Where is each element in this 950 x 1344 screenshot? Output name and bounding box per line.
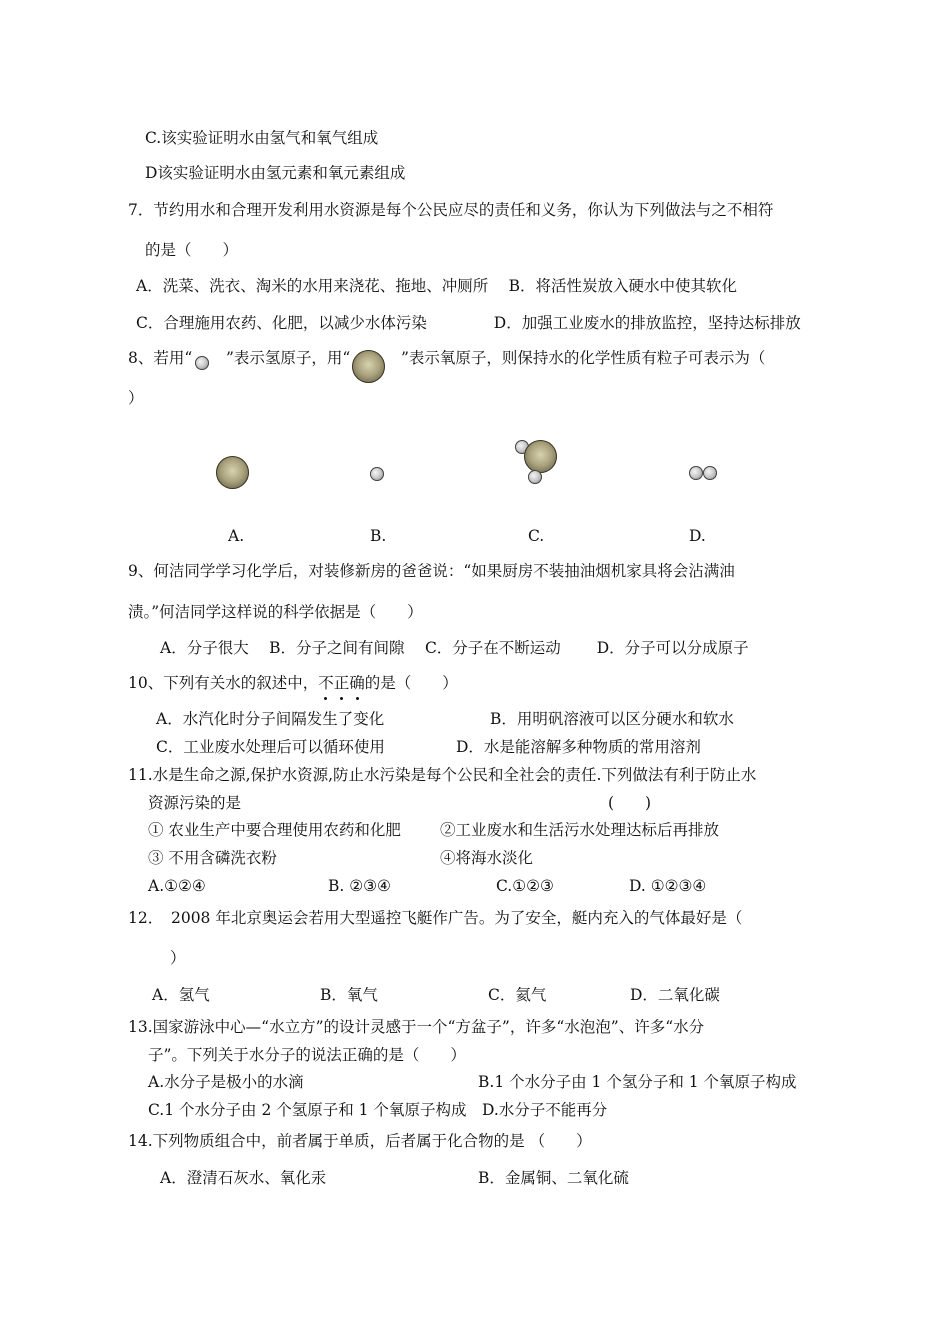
question-11-option-c: C.①②③ bbox=[496, 877, 554, 895]
question-10-stem-pre: 10、下列有关水的叙述中， bbox=[128, 674, 319, 692]
question-7-stem-cont: 的是（ ） bbox=[145, 241, 239, 259]
option-d-label: D. bbox=[689, 527, 706, 545]
question-9-stem: 9、何洁同学学习化学后，对装修新房的爸爸说：“如果厨房不装抽油烟机家具将会沾满油 bbox=[128, 562, 735, 580]
option-c-hydrogen-atom-2-icon bbox=[528, 470, 542, 484]
question-13-stem: 13.国家游泳中心—“水立方”的设计灵感于一个“方盆子”，许多“水泡泡”、许多“水分 bbox=[128, 1018, 705, 1036]
question-11-option-b: B. ②③④ bbox=[328, 877, 391, 895]
question-13-option-c: C.1 个水分子由 2 个氢原子和 1 个氧原子构成 bbox=[148, 1101, 467, 1119]
question-11-answer-paren: ( ) bbox=[608, 794, 652, 812]
option-d-hydrogen-atom-icon bbox=[689, 466, 703, 480]
question-13-option-d: D.水分子不能再分 bbox=[482, 1101, 608, 1119]
question-12-option-a: A．氢气 bbox=[152, 986, 210, 1004]
question-11-item-4: ④将海水淡化 bbox=[440, 849, 534, 867]
question-11-stem: 11.水是生命之源,保护水资源,防止水污染是每个公民和全社会的责任.下列做法有利于防止水 bbox=[128, 766, 757, 784]
question-10-option-a: A．水汽化时分子间隔发生了变化 bbox=[156, 710, 385, 728]
option-b-hydrogen-atom-icon bbox=[370, 467, 384, 481]
option-d-q6: D该实验证明水由氢元素和氧元素组成 bbox=[145, 164, 406, 182]
question-8-part3: ”表示氧原子，则保持水的化学性质有粒子可表示为（ bbox=[401, 349, 766, 367]
question-13-option-a: A.水分子是极小的水滴 bbox=[148, 1073, 304, 1091]
question-12-option-c: C．氦气 bbox=[488, 986, 547, 1004]
question-12-stem: 12． 2008 年北京奥运会若用大型遥控飞艇作广告。为了安全，艇内充入的气体最好是（ bbox=[128, 909, 743, 927]
option-c-q6: C.该实验证明水由氢气和氧气组成 bbox=[145, 129, 379, 147]
question-13-stem-cont: 子”。下列关于水分子的说法正确的是（ ） bbox=[148, 1046, 466, 1064]
question-14-option-b: B．金属铜、二氧化硫 bbox=[478, 1169, 629, 1187]
option-d-hydrogen-atom-2-icon bbox=[703, 466, 717, 480]
emphasis-char-3: 确 bbox=[349, 674, 365, 692]
option-a-oxygen-atom-icon bbox=[216, 456, 249, 489]
question-10-option-c: C．工业废水处理后可以循环使用 bbox=[156, 738, 385, 756]
question-7-stem: 7．节约用水和合理开发利用水资源是每个公民应尽的责任和义务，你认为下列做法与之不相符 bbox=[128, 201, 774, 219]
question-10-stem-post: 的是（ ） bbox=[364, 674, 458, 692]
question-11-item-1: ① 农业生产中要合理使用农药和化肥 bbox=[148, 821, 401, 839]
question-12-stem-cont: ） bbox=[170, 949, 186, 967]
question-8-close: ） bbox=[128, 389, 144, 407]
question-7-options-cd: C．合理施用农药、化肥，以减少水体污染 D．加强工业废水的排放监控，坚持达标排放 bbox=[136, 314, 801, 332]
question-11-option-d: D. ①②③④ bbox=[629, 877, 707, 895]
question-9-options: A．分子很大 B．分子之间有间隙 C．分子在不断运动 D．分子可以分成原子 bbox=[160, 639, 749, 657]
question-9-stem-cont: 渍。”何洁同学这样说的科学依据是（ ） bbox=[128, 603, 423, 621]
question-11-stem-cont: 资源污染的是 bbox=[148, 794, 242, 812]
question-11-option-a: A.①②④ bbox=[148, 877, 206, 895]
emphasis-char-1: 不 bbox=[318, 674, 334, 692]
question-13-option-b: B.1 个水分子由 1 个氢分子和 1 个氧原子构成 bbox=[478, 1073, 797, 1091]
question-14-option-a: A．澄清石灰水、氧化汞 bbox=[160, 1169, 327, 1187]
question-14-stem: 14.下列物质组合中，前者属于单质，后者属于化合物的是 （ ） bbox=[128, 1132, 592, 1150]
oxygen-atom-icon bbox=[352, 350, 385, 383]
option-a-label: A. bbox=[228, 527, 245, 545]
question-7-options-ab: A．洗菜、洗衣、淘米的水用来浇花、拖地、冲厕所 B．将活性炭放入硬水中使其软化 bbox=[136, 277, 738, 295]
hydrogen-atom-icon bbox=[195, 356, 209, 370]
question-10-stem bbox=[128, 673, 458, 693]
option-c-oxygen-atom-icon bbox=[524, 440, 557, 473]
question-8-part1: 8、若用“ bbox=[128, 349, 193, 367]
question-11-item-3: ③ 不用含磷洗衣粉 bbox=[148, 849, 277, 867]
option-c-label: C. bbox=[528, 527, 545, 545]
question-10-option-d: D．水是能溶解多种物质的常用溶剂 bbox=[456, 738, 701, 756]
question-8-part2: ”表示氢原子，用“ bbox=[226, 349, 351, 367]
question-10-option-b: B．用明矾溶液可以区分硬水和软水 bbox=[490, 710, 734, 728]
question-12-option-b: B．氧气 bbox=[320, 986, 378, 1004]
question-11-item-2: ②工业废水和生活污水处理达标后再排放 bbox=[440, 821, 720, 839]
emphasis-char-2: 正 bbox=[333, 674, 350, 692]
option-b-label: B. bbox=[370, 527, 387, 545]
question-12-option-d: D．二氧化碳 bbox=[630, 986, 720, 1004]
